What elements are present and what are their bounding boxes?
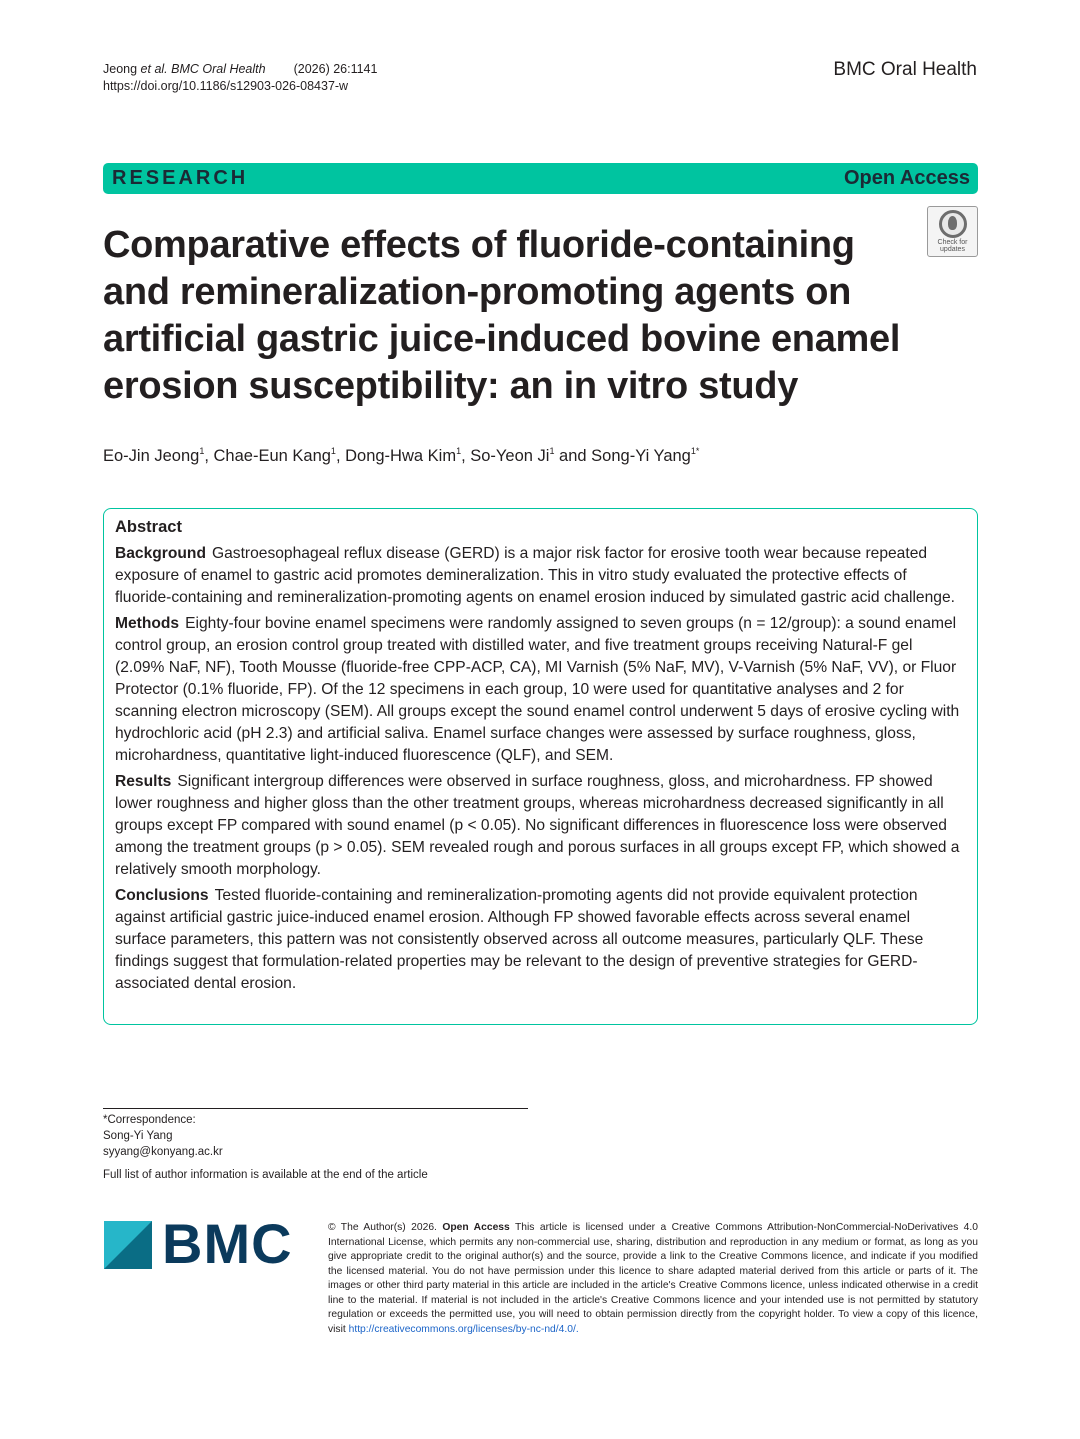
author-name: Chae-Eun Kang (213, 447, 331, 465)
abstract-box (103, 508, 978, 1025)
citation-journal: et al. BMC Oral Health (140, 62, 266, 76)
bmc-logo-mark-icon (104, 1221, 152, 1269)
correspondence-block (103, 1112, 223, 1160)
author-affiliation: 1* (690, 446, 700, 456)
correspondence-label: *Correspondence: (103, 1114, 196, 1126)
abstract-background (115, 543, 965, 609)
section-heading: Conclusions (115, 887, 209, 904)
correspondence-email[interactable]: syyang@konyang.ac.kr (103, 1146, 223, 1158)
author-info-note: Full list of author information is available at the end of the article (103, 1169, 428, 1181)
section-text: Significant intergroup differences were observed in surface roughness, gloss, and microhardness. FP showed lower roughness and higher gloss than the other treatment groups, whereas microhardness decreased significantly in all groups except FP compared with sound enamel (p < 0.05). No significant differences in fluorescence loss were observed among the treatment groups (p > 0.05). SEM revealed rough and porous surfaces in all groups except FP, which showed a relatively smooth morphology. (115, 773, 960, 878)
check-for-updates-icon (939, 210, 967, 238)
author-list (103, 446, 699, 466)
author-separator: , (335, 447, 346, 465)
author-affiliation: 1 (549, 446, 555, 456)
author-separator: and (554, 447, 592, 465)
copyright-notice: © The Author(s) 2026. (328, 1222, 437, 1233)
section-text: Eighty-four bovine enamel specimens were randomly assigned to seven groups (n = 12/group): a sound enamel control group, an erosion control group treated with distilled water, and five treatment groups receiving Natural-F gel (2.09% NaF, NF), Tooth Mousse (fluoride-free CPP-ACP, CA), MI Varnish (5% NaF, MV), V-Varnish (5% NaF, VV), or Fluor Protector (0.1% fluoride, FP). Of the 12 specimens in each group, 10 were used for quantitative analyses and 2 for scanning electron microscopy (SEM). All groups except the sound enamel control underwent 5 days of erosive cycling with hydrochloric acid (pH 2.3) and artificial saliva. Enamel surface changes were assessed by surface roughness, gloss, microhardness, quantitative light-induced fluorescence (QLF), and SEM. (115, 615, 960, 764)
abstract-heading: Abstract (115, 518, 182, 536)
author-name: So-Yeon Ji (470, 447, 550, 465)
author-separator: , (461, 447, 471, 465)
citation-volume: (2026) 26:1141 (293, 62, 378, 76)
abstract-methods (115, 613, 965, 767)
section-text: Gastroesophageal reflux disease (GERD) is a major risk factor for erosive tooth wear because repeated exposure of enamel to gastric acid promotes demineralization. This in vitro study evaluated the protective effects of fluoride-containing and remineralization-promoting agents on enamel erosion induced by simulated gastric acid challenge. (115, 545, 955, 606)
abstract-results (115, 771, 965, 881)
license-link[interactable]: http://creativecommons.org/licenses/by-nc-nd/4.0/. (348, 1323, 579, 1335)
license-text (328, 1221, 978, 1337)
bmc-logo (104, 1212, 300, 1275)
abstract-conclusions (115, 885, 965, 995)
author-affiliation: 1 (199, 446, 205, 456)
author-name: Eo-Jin Jeong (103, 447, 200, 465)
section-text: Tested fluoride-containing and remineralization-promoting agents did not provide equivalent protection against artificial gastric juice-induced enamel erosion. Although FP showed favorable effects across several enamel surface parameters, this pattern was not consistently observed across all outcome measures, particularly QLF. These findings suggest that formulation-related properties may be relevant to the design of preventive strategies for GERD-associated dental erosion. (115, 887, 924, 992)
section-heading: Methods (115, 615, 180, 632)
article-title: Comparative effects of fluoride-containing and remineralization-promoting agents on artificial gastric juice-induced bovine enamel erosion susceptibility: an in vitro study (103, 224, 901, 407)
article-type-banner (103, 163, 978, 194)
author-name: Song-Yi Yang (591, 447, 691, 465)
license-body: This article is licensed under a Creative Commons Attribution-NonCommercial-NoDerivatives 4.0 International License, which permits any non-commercial use, sharing, distribution and reproduction in any medium or format, as long as you give appropriate credit to the original author(s) and the source, provide a link to the Creative Commons licence, and indicate if you modified the licensed material. You do not have permission under this licence to share adapted material derived from this article or parts of it. The images or other third party material in this article are included in the article's Creative Commons licence, unless indicated otherwise in a credit line to the material. If material is not included in the article's Creative Commons licence and your intended use is not permitted by statutory regulation or exceeds the permitted use, you will need to obtain permission directly from the copyright holder. To view a copy of this licence, visit (328, 1222, 978, 1335)
author-affiliation: 1 (330, 446, 336, 456)
open-access-heading: Open Access (442, 1222, 510, 1233)
author-name: Dong-Hwa Kim (345, 447, 457, 465)
open-access-label: Open Access (844, 167, 970, 189)
article-header-citation (103, 61, 377, 95)
doi-link[interactable]: https://doi.org/10.1186/s12903-026-08437-w (103, 79, 349, 93)
author-separator: , (204, 447, 214, 465)
journal-name: BMC Oral Health (833, 59, 977, 80)
article-type-label: RESEARCH (112, 167, 249, 189)
check-for-updates-label: Check for updates (937, 239, 968, 253)
bmc-logo-text: BMC (162, 1212, 293, 1275)
check-for-updates-badge[interactable] (927, 206, 978, 257)
section-heading: Results (115, 773, 172, 790)
citation-line (103, 61, 377, 78)
correspondence-name: Song-Yi Yang (103, 1130, 173, 1142)
section-heading: Background (115, 545, 206, 562)
footnote-divider (103, 1108, 528, 1109)
author-affiliation: 1 (456, 446, 462, 456)
citation-author: Jeong (103, 62, 138, 76)
